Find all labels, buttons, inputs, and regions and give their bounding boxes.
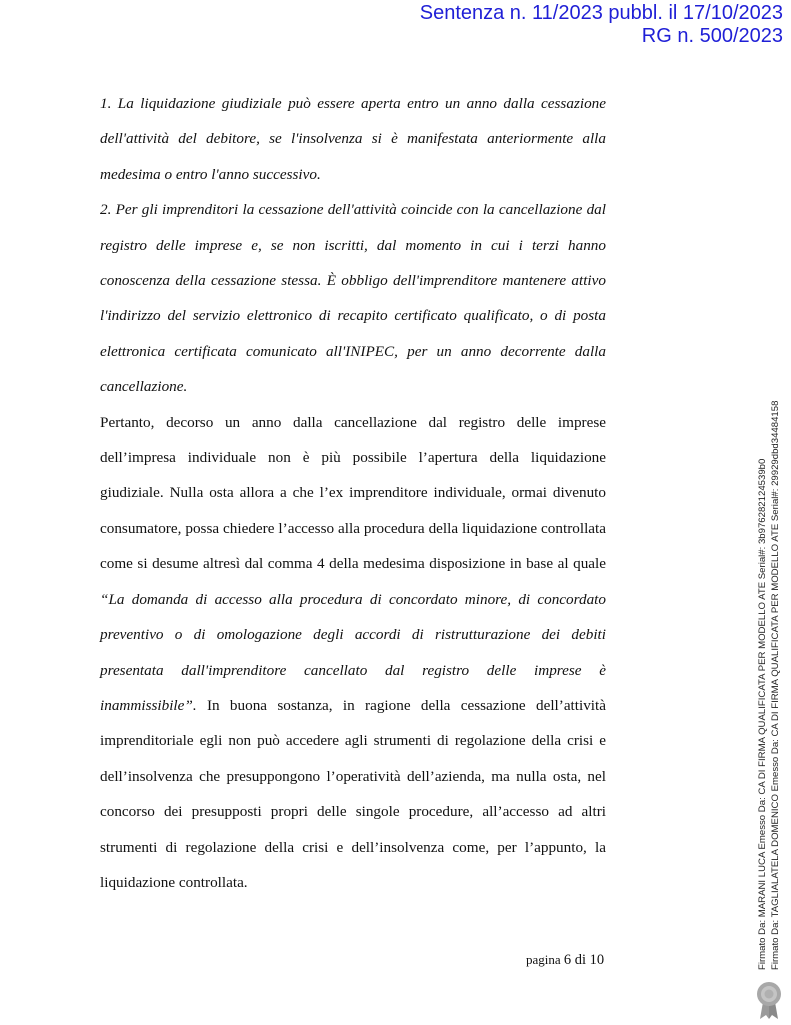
document-header — [420, 2, 783, 48]
sentence-number: Sentenza n. 11/2023 pubbl. il 17/10/2023 — [419, 2, 783, 24]
digital-signature-strip — [748, 400, 788, 970]
paragraph-text-b: In buona sostanza, in ragione della cessazione dell’attività imprenditoriale egli non può accedere agli strumenti di regolazione della crisi e dell’insolvenza che presuppongono l’operatività dell’azienda, ma nulla osta, nel concorso dei presupposti propri delle singole procedure, all’accesso ad altri strumenti di regolazione della crisi e dell’insolvenza come, per l’appunto, la liquidazione controllata. — [100, 696, 606, 891]
body-paragraph — [100, 405, 606, 901]
signature-line-1: Firmato Da: MARANI LUCA Emesso Da: CA DI FIRMA QUALIFICATA PER MODELLO ATE Serial#: 3b976282124539b0 — [757, 458, 768, 970]
rg-number: RG n. 500/2023 — [641, 25, 783, 47]
law-quote: “La domanda di accesso alla procedura di concordato minore, di concordato preventivo o di omologazione degli accordi di ristrutturazione dei debiti presentata dall'imprenditore cancellato dal registro delle imprese è inammissibile”. — [100, 590, 606, 714]
page-number: 6 di 10 — [563, 952, 605, 968]
signature-line-2: Firmato Da: TAGLIALATELA DOMENICO Emesso Da: CA DI FIRMA QUALIFICATA PER MODELLO ATE Serial#: 29929dbd34484158 — [770, 400, 781, 970]
document-body — [100, 86, 606, 900]
quoted-paragraph-2: 2. Per gli imprenditori la cessazione dell'attività coincide con la cancellazione dal registro delle imprese e, se non iscritti, dal momento in cui i terzi hanno conoscenza della cessazione stessa. È obbligo dell'imprenditore mantenere attivo l'indirizzo del servizio elettronico di recapito certificato qualificato, o di posta elettronica certificata comunicato all'INIPEC, per un anno decorrente dalla cancellazione. — [100, 201, 606, 396]
paragraph-text-a: Pertanto, decorso un anno dalla cancellazione dal registro delle imprese dell’impresa individuale non è più possibile l’apertura della liquidazione giudiziale. Nulla osta allora a che l’ex imprenditore individuale, ormai divenuto consumatore, possa chiedere l’accesso alla procedura della liquidazione controllata come si desume altresì dal comma 4 della medesima disposizione in base al quale — [100, 413, 606, 573]
seal-icon — [755, 980, 783, 1020]
quoted-paragraph-1: 1. La liquidazione giudiziale può essere aperta entro un anno dalla cessazione dell'attività del debitore, se l'insolvenza si è manifestata anteriormente alla medesima o entro l'anno successivo. — [100, 95, 606, 183]
page-footer — [526, 952, 604, 969]
page-label: pagina — [526, 952, 561, 967]
